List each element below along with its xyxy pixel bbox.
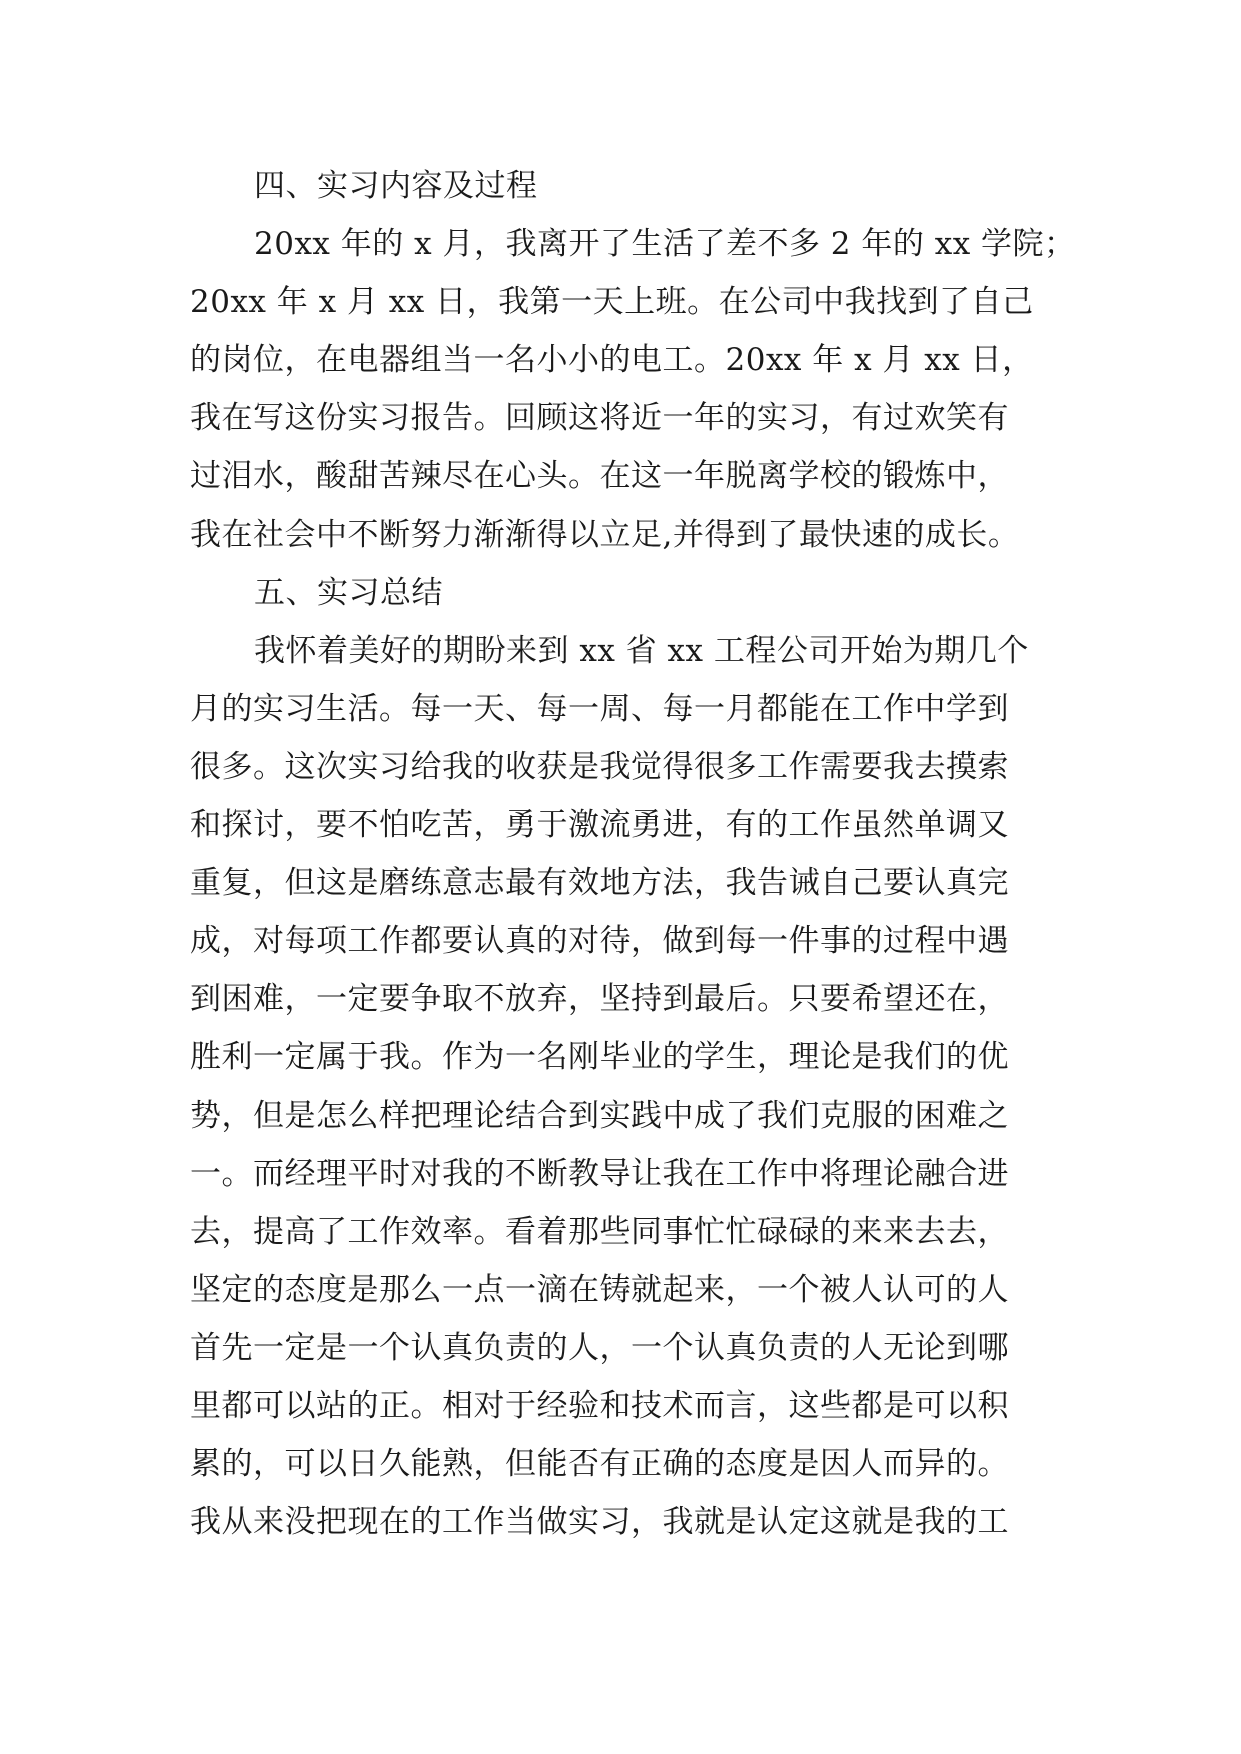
text-line: 一。而经理平时对我的不断教导让我在工作中将理论融合进	[190, 1155, 1009, 1192]
section-heading: 五、实习总结	[254, 574, 443, 611]
text-line: 过泪水，酸甜苦辣尽在心头。在这一年脱离学校的锻炼中，	[190, 458, 1009, 495]
text-line: 和探讨，要不怕吃苦，勇于激流勇进，有的工作虽然单调又	[190, 807, 1009, 844]
text-line: 我从来没把现在的工作当做实习，我就是认定这就是我的工	[190, 1504, 1009, 1541]
text-line: 很多。这次实习给我的收获是我觉得很多工作需要我去摸索	[190, 748, 1009, 785]
text-line: 到困难，一定要争取不放弃，坚持到最后。只要希望还在，	[190, 981, 1009, 1018]
text-line: 我在写这份实习报告。回顾这将近一年的实习，有过欢笑有	[190, 400, 1009, 437]
text-line: 去，提高了工作效率。看着那些同事忙忙碌碌的来来去去，	[190, 1213, 1009, 1250]
text-line: 势，但是怎么样把理论结合到实践中成了我们克服的困难之	[190, 1097, 1009, 1134]
text-line: 胜利一定属于我。作为一名刚毕业的学生，理论是我们的优	[190, 1039, 1009, 1076]
text-line: 首先一定是一个认真负责的人，一个认真负责的人无论到哪	[190, 1329, 1009, 1366]
document-body	[190, 157, 1076, 1551]
text-line: 我怀着美好的期盼来到 xx 省 xx 工程公司开始为期几个	[254, 632, 1029, 669]
text-line: 重复，但这是磨练意志最有效地方法，我告诫自己要认真完	[190, 865, 1009, 902]
text-line: 月的实习生活。每一天、每一周、每一月都能在工作中学到	[190, 690, 1009, 727]
text-line: 成，对每项工作都要认真的对待，做到每一件事的过程中遇	[190, 923, 1009, 960]
section-heading: 四、实习内容及过程	[254, 168, 538, 204]
text-line: 我在社会中不断努力渐渐得以立足,并得到了最快速的成长。	[190, 516, 1020, 553]
text-line: 20xx 年 x 月 xx 日，我第一天上班。在公司中我找到了自己	[190, 284, 1034, 321]
text-line: 坚定的态度是那么一点一滴在铸就起来，一个被人认可的人	[190, 1271, 1009, 1308]
text-line: 的岗位，在电器组当一名小小的电工。20xx 年 x 月 xx 日，	[190, 342, 1034, 379]
text-line: 累的，可以日久能熟，但能否有正确的态度是因人而异的。	[190, 1446, 1009, 1483]
text-line: 里都可以站的正。相对于经验和技术而言，这些都是可以积	[190, 1387, 1009, 1424]
text-line: 20xx 年的 x 月，我离开了生活了差不多 2 年的 xx 学院；	[254, 226, 1076, 263]
